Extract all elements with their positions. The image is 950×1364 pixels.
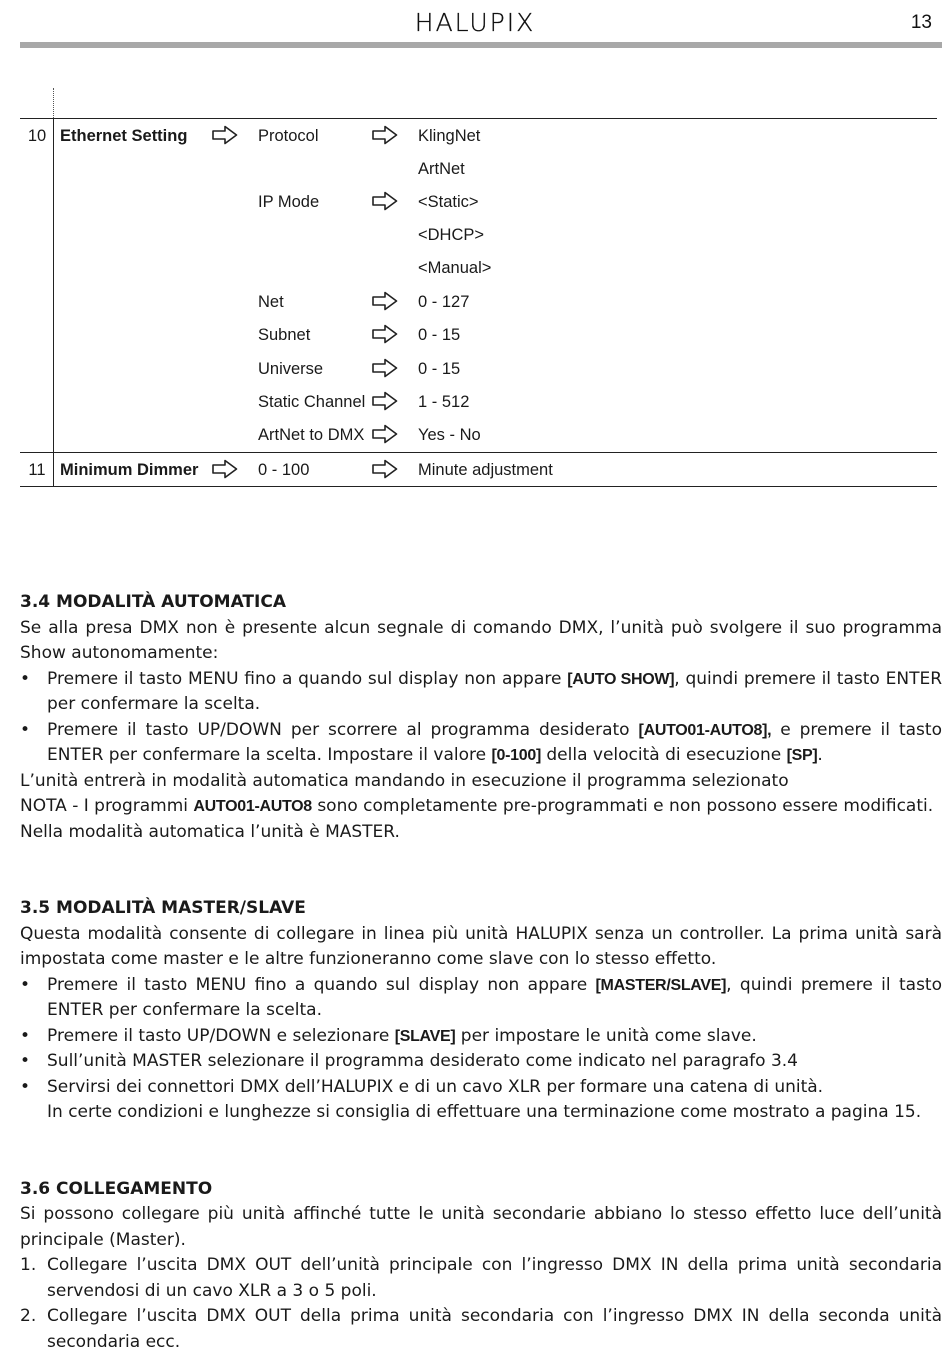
- keyword: [SLAVE]: [394, 1027, 456, 1045]
- table-row: [20, 385, 937, 418]
- menu-number: 10: [27, 127, 47, 145]
- list-item: • Sull’unità MASTER selezionare il programma desiderato come indicato nel paragrafo 3.4: [20, 1049, 942, 1075]
- list-item: • Premere il tasto MENU fino a quando sul display non appare [AUTO SHOW], quindi premere il tasto ENTER per confermare la scelta.: [20, 667, 942, 718]
- param-label: Universe: [258, 360, 324, 378]
- bullet-list: [20, 667, 942, 769]
- table-row: [20, 318, 937, 351]
- brand-logo: HALUPIX: [414, 8, 536, 37]
- arrow-right-icon: [372, 424, 398, 444]
- table-row: [20, 352, 937, 385]
- keyword: [MASTER/SLAVE]: [595, 976, 727, 994]
- table-row: [20, 185, 937, 218]
- continuation-dotted-line: [53, 88, 54, 118]
- list-item: • Premere il tasto UP/DOWN per scorrere al programma desiderato [AUTO01-AUTO8], e premere il tasto ENTER per confermare la scelta. Impostare il valore [0-100] della velocità di esecuzione [SP].: [20, 718, 942, 769]
- list-item: 2. Collegare l’uscita DMX OUT della prima unità secondaria con l’ingresso DMX IN della seconda unità secondaria ecc.: [20, 1306, 942, 1352]
- arrow-right-icon: [372, 324, 398, 344]
- table-row: [20, 119, 937, 152]
- param-label: Subnet: [258, 326, 311, 344]
- paragraph: Questa modalità consente di collegare in linea più unità HALUPIX senza un controller. La prima unità sarà impostata come master e le altre funzioneranno come slave con lo stesso effetto.: [20, 923, 942, 969]
- param-value: KlingNet: [418, 127, 481, 145]
- param-value: Yes - No: [418, 426, 481, 444]
- keyword: [SP]: [786, 747, 818, 764]
- menu-number: 11: [28, 461, 46, 479]
- param-value: 0 - 15: [418, 360, 461, 378]
- param-label: Protocol: [258, 127, 319, 145]
- arrow-right-icon: [372, 291, 398, 311]
- param-value: 1 - 512: [418, 393, 470, 411]
- list-item: 1. Collegare l’uscita DMX OUT dell’unità principale con l’ingresso DMX IN della prima unità secondaria servendosi di un cavo XLR a 3 o 5 poli.: [20, 1255, 942, 1301]
- param-label: Static Channel: [258, 393, 366, 411]
- param-label: ArtNet to DMX: [258, 426, 365, 444]
- table-row: [20, 152, 937, 185]
- arrow-right-icon: [212, 459, 238, 479]
- list-item: • Servirsi dei connettori DMX dell’HALUPIX e di un cavo XLR per formare una catena di unità. In certe condizioni e lunghezze si consiglia di effettuare una terminazione come mostrato a pagina 15.: [20, 1075, 942, 1126]
- param-value: <Manual>: [418, 259, 492, 277]
- section-title-auto: 3.4 MODALITÀ AUTOMATICA: [20, 592, 286, 612]
- keyword: [AUTO SHOW]: [567, 670, 675, 688]
- list-marker: 1.: [20, 1255, 37, 1275]
- param-value: ArtNet: [418, 160, 465, 178]
- keyword: [AUTO01-AUTO8],: [638, 721, 772, 739]
- header-divider: [20, 42, 942, 48]
- menu-name: Minimum Dimmer: [60, 461, 199, 479]
- document-body: [20, 590, 942, 1355]
- param-label: Net: [258, 293, 284, 311]
- table-row: [20, 285, 937, 318]
- param-value: 0 - 127: [418, 293, 470, 311]
- section-title-master-slave: 3.5 MODALITÀ MASTER/SLAVE: [20, 898, 306, 918]
- paragraph: L’unità entrerà in modalità automatica mandando in esecuzione il programma selezionato: [20, 770, 789, 791]
- numbered-list: [20, 1253, 942, 1355]
- arrow-right-icon: [212, 125, 238, 145]
- menu-group-ethernet: [20, 118, 937, 452]
- menu-group-minimum-dimmer: [20, 452, 937, 487]
- param-value: Minute adjustment: [418, 461, 553, 479]
- list-marker: 2.: [20, 1306, 37, 1326]
- bullet-list: [20, 973, 942, 1126]
- table-row: [20, 218, 937, 251]
- keyword: [0-100]: [491, 747, 541, 764]
- table-row: [20, 251, 937, 284]
- section-title-collegamento: 3.6 COLLEGAMENTO: [20, 1178, 213, 1199]
- param-value: 0 - 15: [418, 326, 461, 344]
- page-number: 13: [910, 12, 932, 33]
- param-label: IP Mode: [258, 193, 320, 211]
- paragraph: Nella modalità automatica l’unità è MASTER.: [20, 821, 400, 842]
- table-row: [20, 453, 937, 486]
- menu-name: Ethernet Setting: [60, 127, 188, 145]
- arrow-right-icon: [372, 191, 398, 211]
- arrow-right-icon: [372, 358, 398, 378]
- paragraph: Se alla presa DMX non è presente alcun segnale di comando DMX, l’unità può svolgere il suo programma Show autonomamente:: [20, 617, 942, 663]
- param-value: <DHCP>: [418, 226, 485, 244]
- list-item: • Premere il tasto UP/DOWN e selezionare [SLAVE] per impostare le unità come slave.: [20, 1024, 942, 1050]
- arrow-right-icon: [372, 125, 398, 145]
- param-value: <Static>: [418, 193, 479, 211]
- paragraph: Si possono collegare più unità affinché tutte le unità secondarie abbiano lo stesso effetto luce dell’unità principale (Master).: [20, 1204, 942, 1250]
- param-label: 0 - 100: [258, 461, 310, 479]
- arrow-right-icon: [372, 459, 398, 479]
- keyword: AUTO01-AUTO8: [193, 798, 312, 815]
- note-paragraph: NOTA - I programmi AUTO01-AUTO8 sono completamente pre-programmati e non possono essere modificati.: [20, 796, 934, 816]
- table-row: [20, 418, 937, 451]
- list-item: • Premere il tasto MENU fino a quando sul display non appare [MASTER/SLAVE], quindi premere il tasto ENTER per confermare la scelta.: [20, 973, 942, 1024]
- arrow-right-icon: [372, 391, 398, 411]
